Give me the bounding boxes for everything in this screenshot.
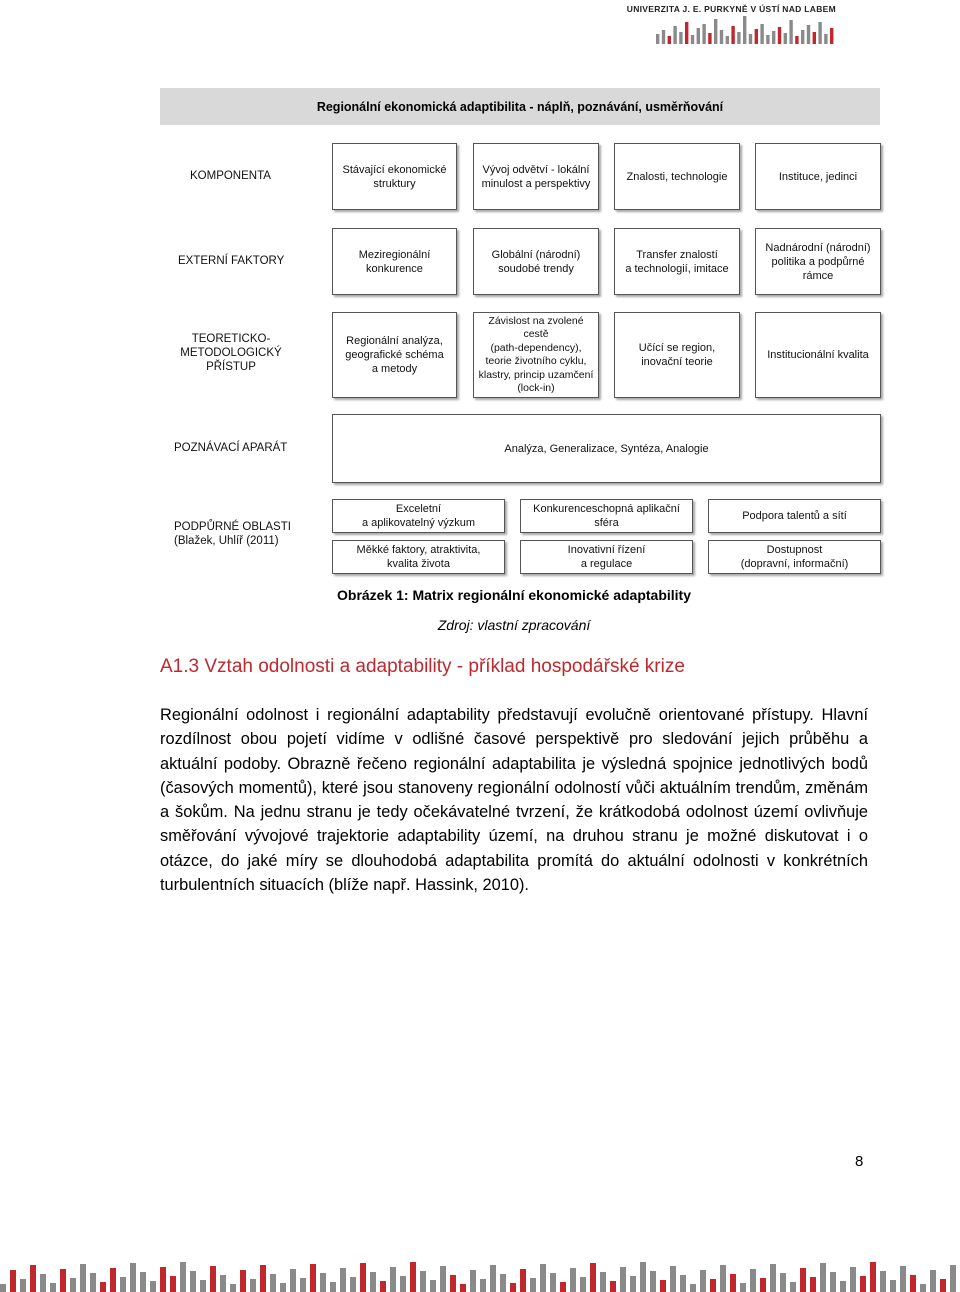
footer-bar [930,1270,936,1292]
footer-bar [290,1269,296,1292]
footer-bar [410,1262,416,1292]
footer-bar [320,1273,326,1292]
footer-bar [160,1267,166,1292]
footer-bar [710,1279,716,1292]
logo-bar [743,16,746,44]
footer-bar [470,1270,476,1292]
footer-bar [250,1279,256,1292]
logo-bar [766,35,769,44]
row-label-podpurne-oblasti: PODPŮRNÉ OBLASTI (Blažek, Uhlíř (2011) [174,521,291,547]
footer-decorative-bars [0,1262,960,1292]
footer-bar [700,1270,706,1292]
cell-institucionalni-kvalita: Institucionální kvalita [755,312,881,398]
footer-bar [610,1281,616,1292]
footer-bar [890,1280,896,1292]
figure-source: Zdroj: vlastní zpracování [437,617,591,633]
footer-bar [790,1282,796,1292]
footer-bar [190,1271,196,1292]
logo-bar [720,30,723,44]
footer-bar [480,1279,486,1292]
section-heading: A1.3 Vztah odolnosti a adaptability - příklad hospodářské krize [160,656,685,677]
footer-bar [100,1282,106,1292]
footer-bar [300,1278,306,1292]
footer-bar [360,1263,366,1292]
footer-bar [440,1266,446,1292]
logo-bar [760,24,763,44]
logo-bar [656,34,659,44]
logo-bar [795,36,798,44]
footer-bar [580,1277,586,1292]
body-paragraph: Regionální odolnost i regionální adaptability představují evolučně orientované přístupy. Hlavní rozdílnost obou pojetí vidíme v odlišné časové perspektivě pro sledování jejich průběhu a aktuální podoby. Obrazně řečeno regionální adaptabilita je výsledná spojnice jednotlivých bodů (časových momentů), které jsou stanoveny regionální odolností vůči aktuálním trendům, změnám a šokům. Na jednu stranu je tedy očekávatelné tvrzení, že krátkodobá odolnost území ovlivňuje směřování vývojové trajektorie adaptability území, na druhou stranu je možné diskutovat i o otázce, do jaké míry se dlouhodobá adaptabilita promítá do aktuální odolnosti v konkrétních turbulentních situacích (blíže např. Hassink, 2010). [160,706,868,895]
footer-bar [740,1283,746,1292]
logo-bar [679,32,682,44]
footer-bar [730,1274,736,1292]
footer-bar [870,1262,876,1292]
logo-bar [673,26,676,44]
logo-bar [778,27,781,44]
logo-bar [697,28,700,44]
cell-zavislost-na-ceste: Závislost na zvolené cestě (path-dependency), teorie životního cyklu, klastry, princip uzamčení (lock-in) [473,312,599,398]
logo-bar [807,25,810,44]
figure-caption: Obrázek 1: Matrix regionální ekonomické adaptability [337,587,691,603]
cell-regionalni-analyza: Regionální analýza, geografické schéma a metody [332,312,457,398]
footer-bar [770,1264,776,1292]
row-label-poznavaci-aparat: POZNÁVACÍ APARÁT [174,442,288,454]
cell-instituce-jedinci: Instituce, jedinci [755,143,881,210]
footer-bar [370,1272,376,1292]
row-label-externi-faktory: EXTERNÍ FAKTORY [178,255,285,267]
logo-bar [784,33,787,44]
footer-bar [270,1274,276,1292]
footer-bar [800,1268,806,1292]
footer-bar [340,1268,346,1292]
cell-analyza-generalizace: Analýza, Generalizace, Syntéza, Analogie [332,414,881,483]
footer-bar [880,1271,886,1292]
footer-bar [80,1264,86,1292]
logo-bar [708,33,711,44]
cell-globalni-trendy: Globální (národní) soudobé trendy [473,228,599,295]
logo-bar [789,20,792,44]
footer-bar [950,1265,956,1292]
footer-bar [900,1266,906,1292]
university-logo-bars [656,16,836,44]
footer-bar [30,1265,36,1292]
footer-bar [420,1271,426,1292]
logo-bar [749,34,752,44]
footer-bar [680,1275,686,1292]
cell-mekke-faktory: Měkké faktory, atraktivita, kvalita života [332,540,505,574]
footer-bar [840,1281,846,1292]
cell-meziregionalni-konkurence: Meziregionální konkurence [332,228,457,295]
footer-bar [380,1281,386,1292]
footer-bar [200,1280,206,1292]
cell-znalosti-technologie: Znalosti, technologie [614,143,740,210]
footer-bar [50,1283,56,1292]
footer-bar [230,1284,236,1292]
footer-bar [860,1276,866,1292]
footer-bar [450,1275,456,1292]
footer-bar [630,1276,636,1292]
footer-bar [40,1274,46,1292]
footer-bar [310,1264,316,1292]
cell-vyvoj-odvetvi: Vývoj odvětví - lokální minulost a perspektivy [473,143,599,210]
footer-bar [500,1274,506,1292]
footer-bar [760,1278,766,1292]
logo-bar [662,30,665,44]
logo-bar [702,24,705,44]
footer-bar [220,1275,226,1292]
footer-bar [400,1276,406,1292]
logo-bar [818,22,821,44]
cell-inovativni-rizeni: Inovativní řízení a regulace [520,540,693,574]
footer-bar [0,1284,6,1292]
footer-bar [240,1270,246,1292]
footer-bar [110,1268,116,1292]
footer-bar [70,1278,76,1292]
logo-bar [714,19,717,44]
footer-bar [780,1273,786,1292]
footer-bar [910,1275,916,1292]
footer-bar [280,1283,286,1292]
footer-bar [820,1263,826,1292]
footer-bar [510,1283,516,1292]
university-logo-text: UNIVERZITA J. E. PURKYNĚ V ÚSTÍ NAD LABEM [626,4,836,14]
footer-bar [330,1282,336,1292]
footer-bar [940,1279,946,1292]
footer-bar [540,1264,546,1292]
logo-bar [737,32,740,44]
cell-ucici-se-region: Učící se region, inovační teorie [614,312,740,398]
footer-bar [140,1272,146,1292]
footer-bar [810,1277,816,1292]
row-label-komponenta: KOMPONENTA [190,170,271,182]
row-label-teoreticko-metodologicky: TEORETICKO- METODOLOGICKÝ PŘÍSTUP [180,333,282,373]
cell-excelentni-vyzkum: Exceletní a aplikovatelný výzkum [332,499,505,533]
footer-bar [130,1263,136,1292]
footer-bar [530,1278,536,1292]
footer-bar [660,1280,666,1292]
footer-bar [720,1265,726,1292]
footer-bar [490,1265,496,1292]
footer-bar [430,1280,436,1292]
footer-bar [210,1266,216,1292]
footer-bar [830,1272,836,1292]
footer-bar [920,1284,926,1292]
figure-title: Regionální ekonomická adaptibilita - náplň, poznávání, usměrňování [160,88,880,125]
logo-bar [830,28,833,44]
logo-bar [801,30,804,44]
footer-bar [60,1269,66,1292]
footer-bar [170,1276,176,1292]
footer-bar [10,1270,16,1292]
footer-bar [390,1267,396,1292]
footer-bar [460,1284,466,1292]
footer-bar [640,1262,646,1292]
footer-bar [670,1266,676,1292]
footer-bar [850,1267,856,1292]
logo-bar [813,32,816,44]
footer-bar [350,1277,356,1292]
footer-bar [620,1267,626,1292]
footer-bar [650,1271,656,1292]
footer-bar [750,1269,756,1292]
footer-bar [560,1282,566,1292]
cell-nadnarodni-politika: Nadnárodní (národní) politika a podpůrné rámce [755,228,881,295]
cell-stavajici-struktury: Stávající ekonomické struktury [332,143,457,210]
footer-bar [690,1284,696,1292]
footer-bar [570,1268,576,1292]
cell-podpora-talentu: Podpora talentů a sítí [708,499,881,533]
logo-bar [668,36,671,44]
footer-bar [550,1273,556,1292]
logo-bar [755,29,758,44]
cell-transfer-znalosti: Transfer znalostí a technologií, imitace [614,228,740,295]
logo-bar [824,34,827,44]
footer-bar [600,1272,606,1292]
logo-bar [685,22,688,44]
footer-bar [590,1263,596,1292]
page-number: 8 [855,1153,864,1170]
footer-bar [120,1277,126,1292]
cell-konkurenceschopna-sfera: Konkurenceschopná aplikační sféra [520,499,693,533]
cell-dostupnost: Dostupnost (dopravní, informační) [708,540,881,574]
footer-bar [180,1262,186,1292]
logo-bar [691,35,694,44]
logo-bar [772,31,775,44]
footer-bar [520,1269,526,1292]
footer-bar [260,1265,266,1292]
footer-bar [90,1273,96,1292]
logo-bar [726,36,729,44]
footer-bar [20,1279,26,1292]
logo-bar [731,26,734,44]
footer-bar [150,1281,156,1292]
